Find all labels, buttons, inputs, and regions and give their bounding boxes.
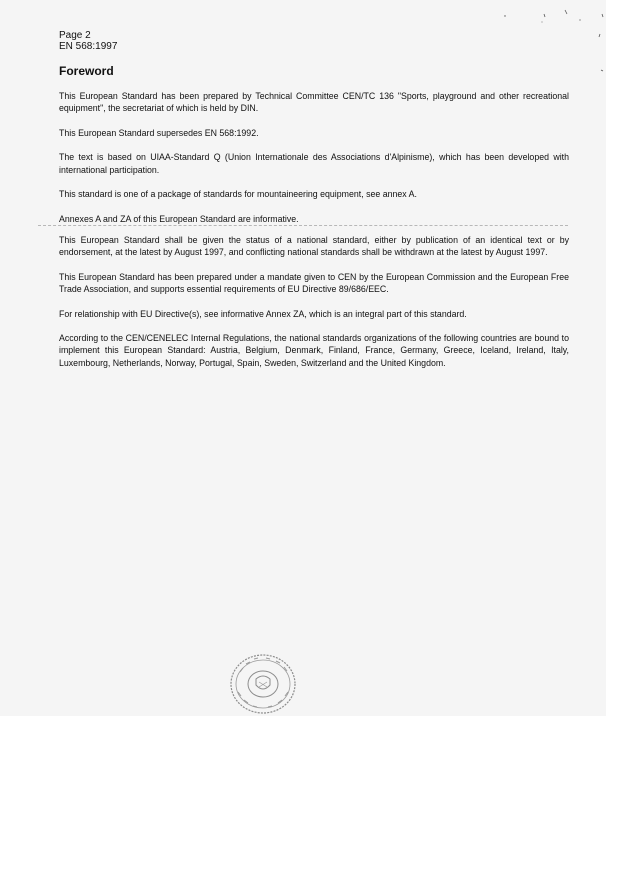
paragraph-status: This European Standard shall be given the status of a national standard, either by publication of an identical text or by endorsement, at the latest by August 1997, and conflicting national standards shall be withdrawn at the latest by August 1997. bbox=[59, 234, 569, 258]
paragraph-annexes: Annexes A and ZA of this European Standard are informative. bbox=[59, 213, 299, 224]
paragraph-uiaa: The text is based on UIAA-Standard Q (Union Internationale des Associations d'Alpinisme), which has been developed with international participation. bbox=[59, 152, 569, 175]
scan-specks bbox=[500, 6, 610, 76]
official-seal-stamp-icon bbox=[228, 652, 298, 716]
section-heading: Foreword bbox=[59, 64, 114, 78]
paragraph-directive: For relationship with EU Directive(s), see informative Annex ZA, which is an integral part of this standard. bbox=[59, 308, 467, 319]
paragraph-supersedes: This European Standard supersedes EN 568:1992. bbox=[59, 127, 259, 138]
foreword-body bbox=[59, 90, 569, 381]
paragraph-package: This standard is one of a package of standards for mountaineering equipment, see annex A. bbox=[59, 189, 417, 200]
paragraph-countries: According to the CEN/CENELEC Internal Regulations, the national standards organizations of the following countries are bound to implement this European Standard: Austria, Belgium, Denmark, Finland, France, Germany, Greece, Iceland, Ireland, Italy, Luxembourg, Netherlands, Norway, Portugal, Spain, Sweden, Switzerland and the United Kingdom. bbox=[59, 333, 569, 368]
paragraph-mandate: This European Standard has been prepared under a mandate given to CEN by the European Commission and the European Free Trade Association, and supports essential requirements of EU Directive 89/686/EEC. bbox=[59, 271, 569, 294]
standard-id: EN 568:1997 bbox=[59, 41, 118, 52]
page-number: Page 2 bbox=[59, 30, 91, 41]
paragraph-committee: This European Standard has been prepared by Technical Committee CEN/TC 136 "Sports, playground and other recreational equipment", the secretariat of which is held by DIN. bbox=[59, 91, 569, 114]
scan-divider-line bbox=[38, 225, 568, 226]
page-header bbox=[59, 30, 117, 52]
